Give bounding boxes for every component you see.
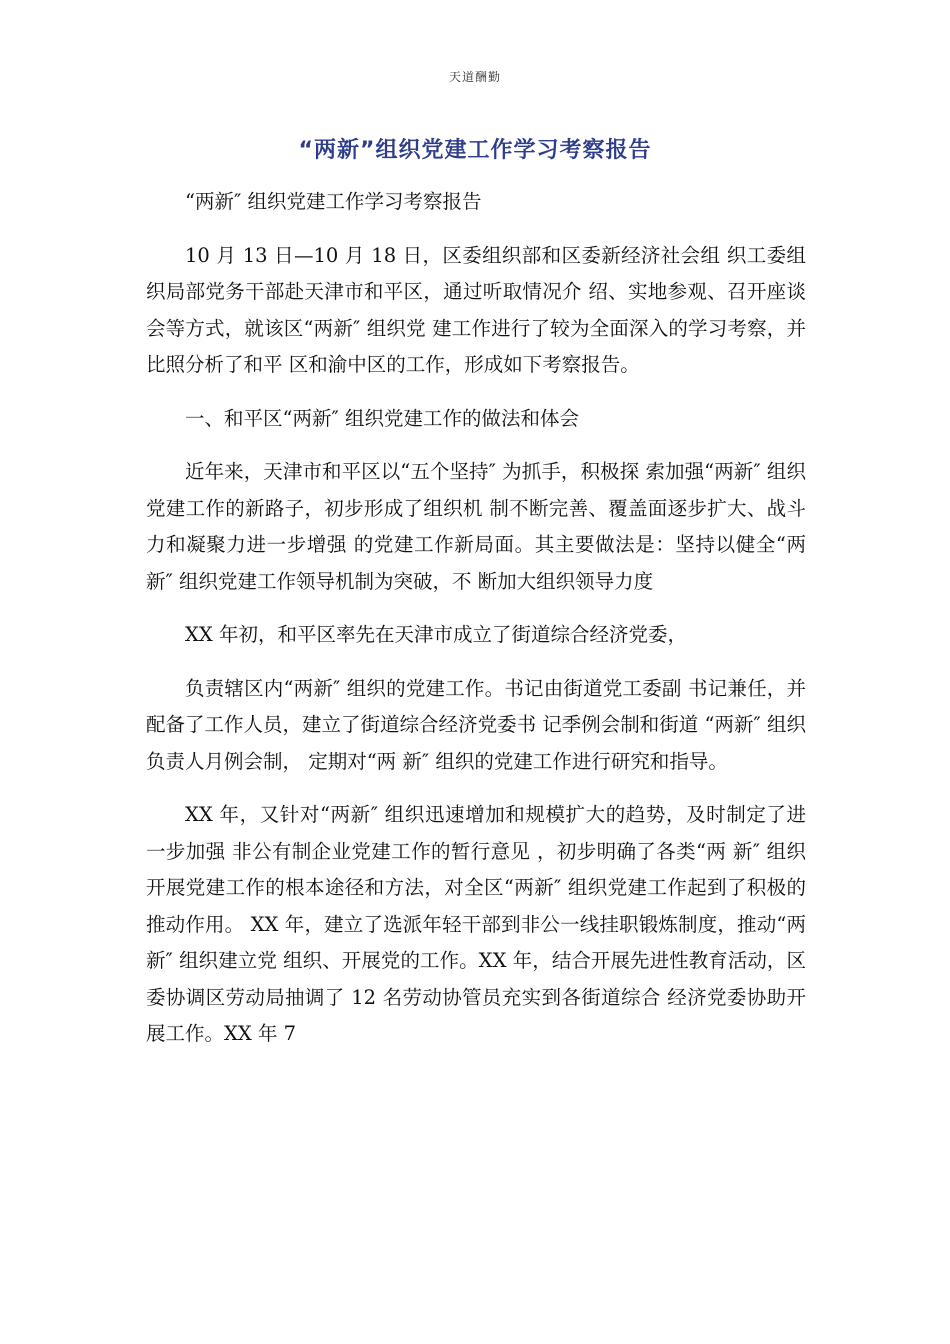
body-paragraph: 10 月 13 日—10 月 18 日，区委组织部和区委新经济社会组 织工委组织局部党务干部赴天津市和平区，通过听取情况介 绍、实地参观、召开座谈会等方式，就该区“两新″ 组织党 建工作进行了较为全面深入的学习考察，并比照分析了和平 区和渝中区的工作，形成如下考察报告。 xyxy=(146,243,806,376)
document-title: “两新”组织党建工作学习考察报告 xyxy=(298,138,652,163)
page-header: 天道酬勤 xyxy=(448,70,501,84)
body-paragraph: 负责辖区内“两新″ 组织的党建工作。书记由街道党工委副 书记兼任，并配备了工作人员，建立了街道综合经济党委书 记季例会制和街道 “两新″ 组织负责人月例会制， 定期对“两 新″ 组织的党建工作进行研究和指导。 xyxy=(146,676,806,773)
document-body xyxy=(146,184,806,1070)
body-paragraph: XX 年，又针对“两新″ 组织迅速增加和规模扩大的趋势，及时制定了进一步加强 非公有制企业党建工作的暂行意见 ，初步明确了各类“两 新″ 组织开展党建工作的根本途径和方法，对全区“两新″ 组织党建工作起到了积极的推动作用。 XX 年，建立了选派年轻干部到非公一线挂职锻炼制度，推动“两新″ 组织建立党 组织、开展党的工作。XX 年，结合开展先进性教育活动，区 委协调区劳动局抽调了 12 名劳动协管员充实到各街道综合 经济党委协助开展工作。XX 年 7 xyxy=(146,803,806,1045)
body-paragraph: 近年来，天津市和平区以“五个坚持″ 为抓手，积极探 索加强“两新″ 组织党建工作的新路子，初步形成了组织机 制不断完善、覆盖面逐步扩大、战斗力和凝聚力进一步增强 的党建工作新局面。其主要做法是：坚持以健全“两新″ 组织党建工作领导机制为突破，不 断加大组织领导力度 xyxy=(146,460,806,593)
body-paragraph: “两新″ 组织党建工作学习考察报告 xyxy=(185,190,482,213)
body-paragraph: XX 年初，和平区率先在天津市成立了街道综合经济党委， xyxy=(185,623,687,646)
section-heading: 一、和平区“两新″ 组织党建工作的做法和体会 xyxy=(185,406,579,430)
